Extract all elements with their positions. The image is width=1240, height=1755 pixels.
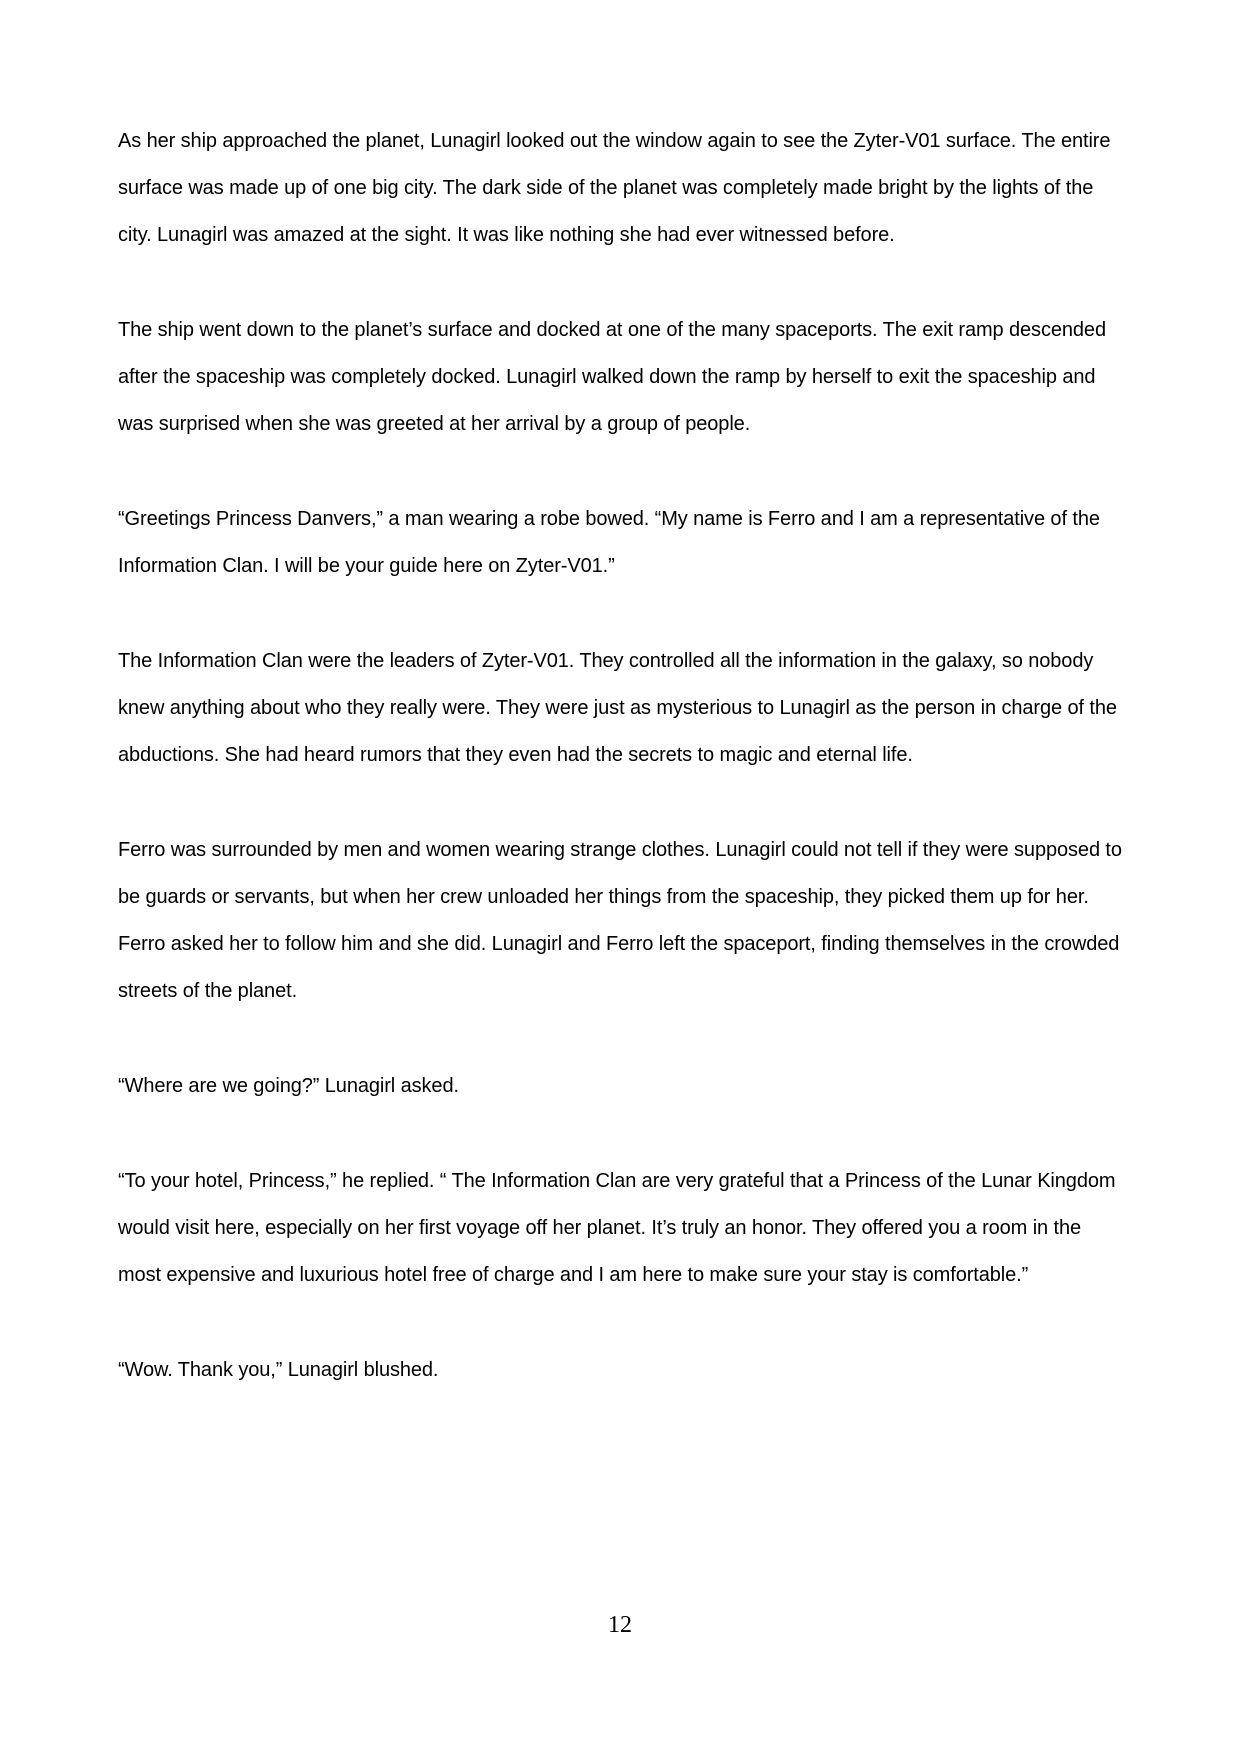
paragraph-5: Ferro was surrounded by men and women wearing strange clothes. Lunagirl could not tell if they were supposed to be guards or servants, but when her crew unloaded her things from the spaceship, they picked them up for her. Ferro asked her to follow him and she did. Lunagirl and Ferro left the spaceport, finding themselves in the crowded streets of the planet.	[118, 839, 1122, 1002]
paragraph-1: As her ship approached the planet, Lunagirl looked out the window again to see the Zyter-V01 surface. The entire surface was made up of one big city. The dark side of the planet was completely made bright by the lights of the city. Lunagirl was amazed at the sight. It was like nothing she had ever witnessed before.	[118, 130, 1111, 246]
paragraph-6: “Where are we going?” Lunagirl asked.	[118, 1075, 459, 1097]
body-text	[118, 118, 1128, 1442]
paragraph-7: “To your hotel, Princess,” he replied. “ The Information Clan are very grateful that a Princess of the Lunar Kingdom would visit here, especially on her first voyage off her planet. It’s truly an honor. They offered you a room in the most expensive and luxurious hotel free of charge and I am here to make sure your stay is comfortable.”	[118, 1170, 1116, 1286]
page-number: 12	[608, 1612, 632, 1638]
paragraph-8: “Wow. Thank you,” Lunagirl blushed.	[118, 1359, 439, 1381]
paragraph-4: The Information Clan were the leaders of Zyter-V01. They controlled all the information in the galaxy, so nobody knew anything about who they really were. They were just as mysterious to Lunagirl as the person in charge of the abductions. She had heard rumors that they even had the secrets to magic and eternal life.	[118, 650, 1117, 766]
paragraph-2: The ship went down to the planet’s surface and docked at one of the many spaceports. The exit ramp descended after the spaceship was completely docked. Lunagirl walked down the ramp by herself to exit the spaceship and was surprised when she was greeted at her arrival by a group of people.	[118, 319, 1106, 435]
paragraph-3: “Greetings Princess Danvers,” a man wearing a robe bowed. “My name is Ferro and I am a representative of the Information Clan. I will be your guide here on Zyter-V01.”	[118, 508, 1100, 577]
